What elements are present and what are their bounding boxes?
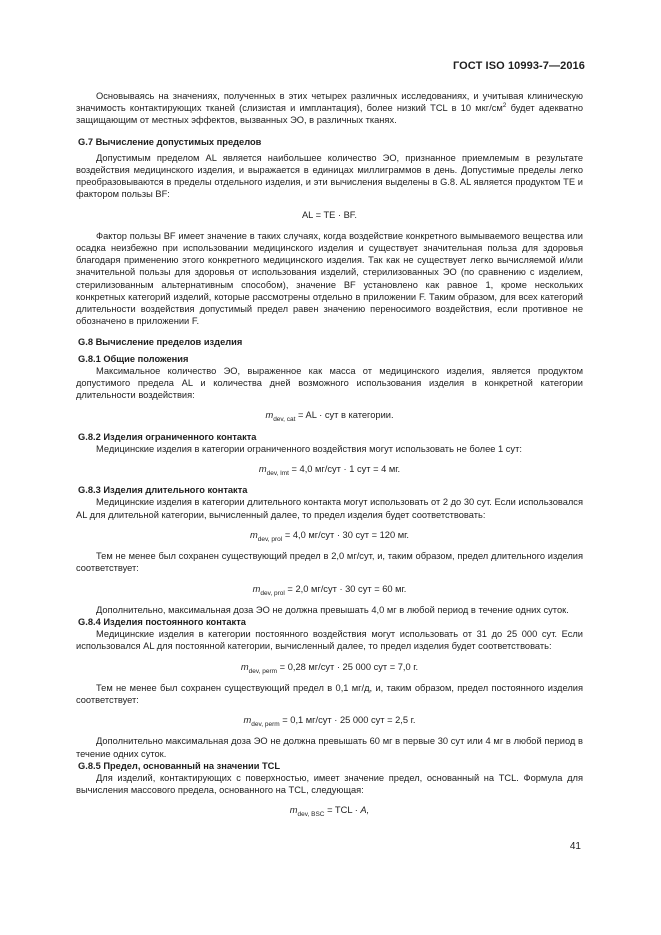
subsection-heading-g8-5: G.8.5 Предел, основанный на значении TCL (78, 760, 281, 771)
formula: $m_{dev, prol} = 4,0$ мг/сут · 30 сут = 120 мг. (250, 529, 409, 543)
subsection-heading-g8-4: G.8.4 Изделия постоянного контакта (78, 616, 246, 627)
document-header: ГОСТ ISO 10993-7—2016 (452, 60, 585, 72)
paragraph: Тем не менее был сохранен существующий предел в 0,1 мг/д, и, таким образом, предел постоянного изделия соответствует: (76, 682, 583, 705)
subsection-heading-g8-1: G.8.1 Общие положения (78, 353, 189, 364)
section-heading-g8: G.8 Вычисление пределов изделия (78, 337, 243, 348)
formula: $m_{dev, perm} = 0,28$ мг/сут · 25 000 сут = 7,0 г. (240, 661, 419, 675)
formula: $m_{dev, perm} = 0,1$ мг/сут · 25 000 сут = 2,5 г. (243, 715, 416, 728)
paragraph: Тем не менее был сохранен существующий предел в 2,0 мг/сут, и, таким образом, предел длительного изделия соответствует: (76, 551, 583, 574)
page-body (76, 90, 583, 826)
paragraph: Фактор пользы BF имеет значение в таких случаях, когда воздействие конкретного вымываемого вещества или осадка неизбежно при использовании медицинского изделия и существует значительная польза для здоровья благодаря применению этого конкретного медицинского изделия. Так как не существует легко вычисляемой и/или значительной пользы для здоровья от использования изделий, стерилизованных ЭО (по сравнению с изделием, стерилизованным альтернативным способом), значение BF установлено как равное 1, кроме нескольких конкретных категорий изделий, которые рассмотрены отдельно в приложении F. Таким образом, для всех категорий длительности воздействия допустимый предел равен значению переносимого воздействия, если противное не обозначено в приложении F. (76, 230, 583, 327)
paragraph: Медицинские изделия в категории ограниченного воздействия могут использовать не более 1 сут: (96, 443, 522, 454)
formula: AL = TE · BF. (301, 209, 358, 220)
page-number: 41 (569, 841, 581, 852)
paragraph: Дополнительно, максимальная доза ЭО не должна превышать 4,0 мг в любой период в течение одних суток. (96, 604, 569, 615)
subsection-heading-g8-2: G.8.2 Изделия ограниченного контакта (78, 431, 257, 442)
paragraph: Для изделий, контактирующих с поверхностью, имеет значение предел, основанный на TCL. Формула для вычисления массового предела, основанного на TCL, следующая: (76, 772, 583, 796)
formula: $m_{dev, cat}$ = AL · сут в категории. (265, 410, 394, 424)
formula: $m_{dev, prol} = 2,0$ мг/сут · 30 сут = 60 мг. (252, 583, 407, 597)
paragraph: Допустимым пределом AL является наибольшее количество ЭО, признанное приемлемым в результате воздействия медицинского изделия, и выражается в единицах миллиграммов в день. Допустимые пределы легко преобразовываются в пределы отдельного изделия, и эти вычисления выделены в G.8. AL является продуктом ТЕ и фактором пользы BF: (76, 152, 583, 200)
paragraph: Медицинские изделия в категории длительного контакта могут использовать от 2 до 30 сут. Если использовался AL для длительной категории, вычисленный далее, то предел изделия будет соответствовать: (76, 497, 583, 520)
formula: $m_{dev, lmt} = 4,0$ мг/сут · 1 сут = 4 мг. (258, 464, 401, 477)
paragraph: Медицинские изделия в категории постоянного воздействия могут использовать от 31 до 25 000 сут. Если использовался AL для постоянной категории, вычисленный далее, то предел изделия будет соответствовать: (76, 629, 583, 652)
formula: $m_{dev, BSC}$ = TCL · A, (289, 805, 370, 819)
subsection-heading-g8-3: G.8.3 Изделия длительного контакта (78, 485, 248, 496)
paragraph: Максимальное количество ЭО, выраженное как масса от медицинского изделия, является продуктом допустимого предела AL и количества дней возможного использования изделия в конкретной категории длительности воздействия: (76, 365, 583, 401)
intro-paragraph: Основываясь на значениях, полученных в этих четырех различных исследованиях, и учитывая клиническую значимость контактирующих тканей (слизистая и имплантация), более низкий TCL в 10 мкг/$см^2$ будет адекватно защищающим от местных эффектов, вызванных ЭО, в различных тканях. (76, 91, 584, 126)
section-heading-g7: G.7 Вычисление допустимых пределов (78, 136, 262, 147)
paragraph: Дополнительно максимальная доза ЭО не должна превышать 60 мг в первые 30 сут или 4 мг в любой период в течение одних суток. (76, 736, 583, 759)
